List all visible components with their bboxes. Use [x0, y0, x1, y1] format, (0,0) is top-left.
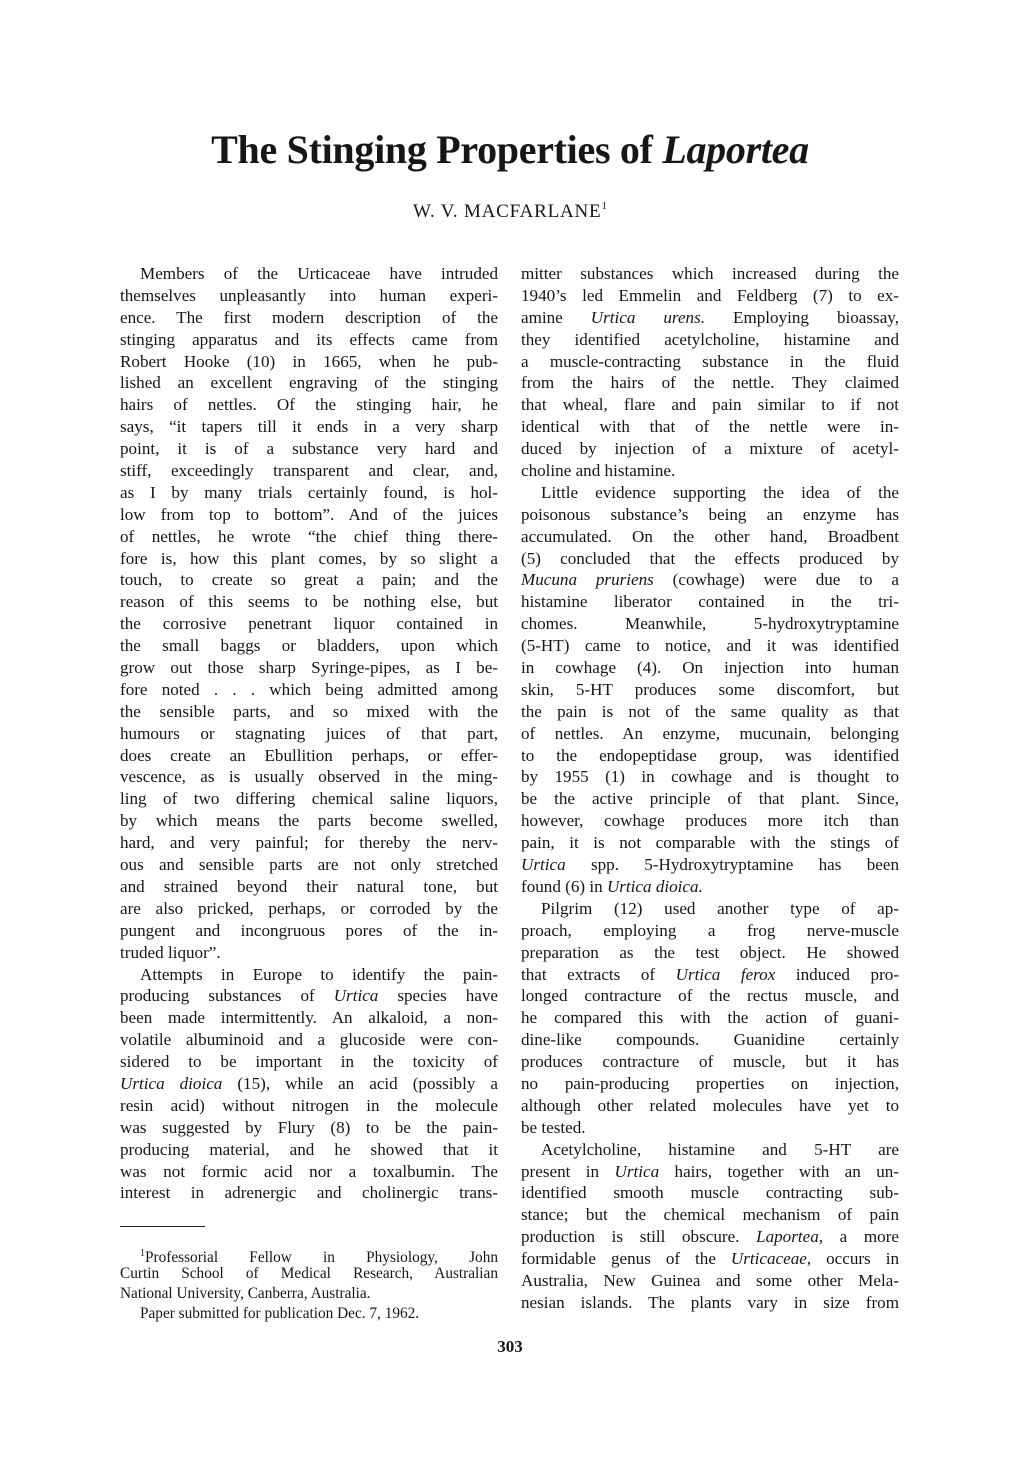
text-line [521, 307, 899, 329]
text-line [120, 745, 498, 767]
text-run: Little evidence supporting the idea of the [541, 482, 899, 502]
text-line [521, 1248, 899, 1270]
text-run: dine-like compounds. Guanidine certainly [521, 1030, 899, 1050]
text-line [521, 548, 899, 570]
text-line [120, 307, 498, 329]
text-line [120, 964, 498, 986]
text-line [521, 854, 899, 876]
text-run: to the endopeptidase group, was identified [521, 745, 899, 765]
text-line [120, 1161, 498, 1183]
text-line [521, 372, 899, 394]
text-run: are also pricked, perhaps, or corroded by the [120, 898, 498, 918]
text-line [120, 701, 498, 723]
text-run: pungent and incongruous pores of the in- [120, 920, 498, 940]
title-genus: Laportea [662, 127, 809, 172]
text-run: skin, 5-HT produces some discomfort, but [521, 679, 899, 699]
text-run: by 1955 (1) in cowhage and is thought to [521, 767, 899, 787]
text-run: he compared this with the action of guani- [521, 1008, 899, 1028]
text-run: producing material, and he showed that it [120, 1139, 498, 1159]
italic-term: Urtica [614, 1161, 660, 1181]
text-line [521, 788, 899, 810]
text-run: hard, and very painful; for thereby the nerv- [120, 833, 498, 853]
text-line [521, 482, 899, 504]
text-run: nesian islands. The plants vary in size from [521, 1292, 899, 1312]
text-run: occurs in [811, 1249, 899, 1269]
text-run: from the hairs of the nettle. They claimed [521, 373, 899, 393]
text-line [521, 876, 899, 898]
text-run: by which means the parts become swelled, [120, 811, 498, 831]
text-line [521, 438, 899, 460]
text-line [521, 635, 899, 657]
footnote-mark: 1 [140, 1248, 145, 1259]
text-run: low from top to bottom”. And of the juices [120, 504, 498, 524]
text-run: lished an excellent engraving of the stinging [120, 373, 498, 393]
text-run: resin acid) without nitrogen in the molecule [120, 1095, 498, 1115]
text-run: they identified acetylcholine, histamine and [521, 329, 899, 349]
text-line [120, 766, 498, 788]
text-line [120, 591, 498, 613]
text-line [521, 1051, 899, 1073]
text-run: mitter substances which increased during the [521, 264, 899, 283]
text-run: no pain-producing properties on injection, [521, 1073, 899, 1093]
text-run: (15), while an acid (possibly a [222, 1073, 498, 1093]
text-line [120, 372, 498, 394]
text-run: stance; but the chemical mechanism of pain [521, 1205, 899, 1225]
text-line [120, 898, 498, 920]
text-run: spp. 5-Hydroxytryptamine has been [565, 855, 899, 875]
text-run: choline and histamine. [521, 461, 676, 481]
text-run: identified smooth muscle contracting sub- [521, 1183, 899, 1203]
text-line [120, 942, 498, 964]
text-run: pain, it is not comparable with the stings of [521, 833, 899, 853]
text-line [521, 920, 899, 942]
text-run: does create an Ebullition perhaps, or effer- [120, 745, 498, 765]
text-run: formidable genus of the [521, 1249, 731, 1269]
text-line [521, 526, 899, 548]
footnote-rule [120, 1226, 205, 1227]
text-run: touch, to create so great a pain; and the [120, 570, 498, 590]
text-line [521, 1292, 899, 1314]
text-run: ous and sensible parts are not only stretched [120, 855, 498, 875]
text-run: produces contracture of muscle, but it has [521, 1052, 899, 1072]
text-line [120, 832, 498, 854]
text-run: volatile albuminoid and a glucoside were con- [120, 1030, 498, 1050]
text-line [521, 1095, 899, 1117]
text-run: amine [521, 307, 591, 327]
text-run: ling of two differing chemical saline liquors, [120, 789, 498, 809]
text-run: found (6) in [521, 876, 607, 896]
text-run: that wheal, flare and pain similar to if not [521, 395, 899, 415]
footnote-line: Curtin School of Medical Research, Australian [120, 1264, 498, 1282]
text-line [521, 329, 899, 351]
text-run: stinging apparatus and its effects came from [120, 329, 498, 349]
text-line [120, 394, 498, 416]
text-run: (5) concluded that the effects produced by [521, 548, 899, 568]
text-run: proach, employing a frog nerve-muscle [521, 920, 899, 940]
text-run: the sensible parts, and so mixed with the [120, 701, 498, 721]
text-run: of nettles, he wrote “the chief thing there- [120, 526, 498, 546]
text-run: humours or stagnating juices of that part, [120, 723, 498, 743]
text-line [120, 1139, 498, 1161]
italic-term: Laportea, [756, 1227, 824, 1247]
text-run: Employing bioassay, [705, 307, 899, 327]
left-column [120, 263, 498, 1204]
text-line [120, 985, 498, 1007]
text-run: and strained beyond their natural tone, but [120, 876, 498, 896]
text-run: that extracts of [521, 964, 676, 984]
text-line [120, 329, 498, 351]
paper-title [0, 126, 1020, 173]
italic-term: Urtica urens. [590, 307, 706, 327]
right-column [521, 263, 899, 1314]
footnote-text: Professorial Fellow in Physiology, John [145, 1249, 498, 1266]
text-line [120, 416, 498, 438]
text-run: Attempts in Europe to identify the pain- [140, 964, 498, 984]
footnote-line: National University, Canberra, Australia. [120, 1284, 371, 1302]
text-line [521, 985, 899, 1007]
text-line [120, 723, 498, 745]
text-line [521, 832, 899, 854]
text-line [521, 1204, 899, 1226]
text-run: 1940’s led Emmelin and Feldberg (7) to ex- [521, 285, 899, 305]
text-line [521, 1161, 899, 1183]
text-run: Acetylcholine, histamine and 5-HT are [541, 1139, 899, 1159]
text-line [521, 394, 899, 416]
author-byline [0, 200, 1020, 223]
text-run: truded liquor”. [120, 942, 221, 962]
text-line [521, 1029, 899, 1051]
text-run: sidered to be important in the toxicity of [120, 1052, 498, 1072]
text-run: a more [823, 1227, 899, 1247]
text-line [120, 263, 498, 285]
text-run: the small baggs or bladders, upon which [120, 636, 498, 656]
text-line [120, 657, 498, 679]
text-run: hairs, together with an un- [659, 1161, 899, 1181]
text-line [521, 745, 899, 767]
text-run: Robert Hooke (10) in 1665, when he pub- [120, 351, 498, 371]
text-line [521, 723, 899, 745]
text-run: production is still obscure. [521, 1227, 757, 1247]
text-run: chomes. Meanwhile, 5-hydroxytryptamine [521, 614, 899, 634]
text-run: of nettles. An enzyme, mucunain, belonging [521, 723, 899, 743]
text-run: grow out those sharp Syringe-pipes, as I be- [120, 658, 498, 678]
text-run: longed contracture of the rectus muscle, and [521, 986, 899, 1006]
text-line [521, 351, 899, 373]
text-line [521, 1226, 899, 1248]
text-line [521, 591, 899, 613]
text-run: the pain is not of the same quality as that [521, 701, 899, 721]
italic-term: Urtica ferox [675, 964, 776, 984]
text-run: interest in adrenergic and cholinergic trans- [120, 1183, 498, 1203]
text-line [521, 657, 899, 679]
text-run: although other related molecules have yet to [521, 1095, 899, 1115]
text-line [120, 1007, 498, 1029]
text-line [120, 679, 498, 701]
text-line [120, 569, 498, 591]
author-footnote-mark: 1 [601, 200, 607, 212]
text-run: reason of this seems to be nothing else, but [120, 592, 498, 612]
text-line [521, 1073, 899, 1095]
text-line [120, 876, 498, 898]
text-line [120, 460, 498, 482]
text-line [521, 942, 899, 964]
text-run: says, “it tapers till it ends in a very sharp [120, 417, 498, 437]
text-line [521, 416, 899, 438]
text-line [120, 854, 498, 876]
text-line [120, 1095, 498, 1117]
footnote-line [120, 1244, 498, 1264]
text-run: induced pro- [775, 964, 900, 984]
text-line [521, 1139, 899, 1161]
text-line [120, 635, 498, 657]
footnote-block [120, 1226, 498, 1324]
text-run: vescence, as is usually observed in the ming- [120, 767, 498, 787]
text-line [521, 613, 899, 635]
text-run: species have [378, 986, 498, 1006]
text-run: been made intermittently. An alkaloid, a non- [120, 1008, 498, 1028]
italic-term: Urtica [333, 986, 379, 1006]
italic-term: Urtica dioica. [606, 876, 703, 896]
text-line [120, 1051, 498, 1073]
text-run: however, cowhage produces more itch than [521, 811, 899, 831]
text-run: present in [521, 1161, 615, 1181]
text-line [120, 482, 498, 504]
text-line [521, 898, 899, 920]
text-line [521, 1270, 899, 1292]
text-line [120, 526, 498, 548]
text-run: ence. The first modern description of the [120, 307, 498, 327]
text-run: was not formic acid nor a toxalbumin. The [120, 1161, 498, 1181]
text-line [120, 1182, 498, 1204]
text-line [120, 788, 498, 810]
text-run: identical with that of the nettle were in- [521, 417, 899, 437]
title-text: The Stinging Properties of [211, 127, 653, 172]
text-line [120, 438, 498, 460]
text-line [120, 548, 498, 570]
text-line [521, 1182, 899, 1204]
text-run: be the active principle of that plant. Since, [521, 789, 899, 809]
text-line [120, 1029, 498, 1051]
text-run: poisonous substance’s being an enzyme has [521, 504, 899, 524]
text-line [120, 613, 498, 635]
text-run: a muscle-contracting substance in the fluid [521, 351, 899, 371]
text-run: (cowhage) were due to a [653, 570, 899, 590]
text-line [521, 285, 899, 307]
text-run: producing substances of [120, 986, 334, 1006]
italic-term: Urtica [521, 855, 566, 875]
text-run: as I by many trials certainly found, is hol- [120, 482, 498, 502]
italic-term: Urticaceae, [730, 1249, 812, 1269]
italic-term: Urtica dioica [120, 1073, 223, 1093]
text-run: accumulated. On the other hand, Broadbent [521, 526, 899, 546]
text-run: duced by injection of a mixture of acetyl- [521, 439, 899, 459]
text-line [120, 810, 498, 832]
text-run: Members of the Urticaceae have intruded [140, 264, 498, 283]
author-name: W. V. MACFARLANE [413, 201, 602, 222]
text-run: fore noted . . . which being admitted among [120, 679, 498, 699]
text-run: fore is, how this plant comes, by so slight a [120, 548, 498, 568]
text-line [521, 964, 899, 986]
text-run: Pilgrim (12) used another type of ap- [541, 898, 899, 918]
text-run: point, it is of a substance very hard and [120, 439, 498, 459]
text-run: Australia, New Guinea and some other Mela- [521, 1270, 899, 1290]
text-line [120, 1117, 498, 1139]
text-line [521, 1117, 899, 1139]
text-line [120, 1073, 498, 1095]
text-run: stiff, exceedingly transparent and clear, and, [120, 461, 498, 481]
text-line [521, 504, 899, 526]
text-line [120, 504, 498, 526]
text-run: preparation as the test object. He showed [521, 942, 899, 962]
text-line [120, 920, 498, 942]
text-line [521, 1007, 899, 1029]
text-run: histamine liberator contained in the tri- [521, 592, 899, 612]
text-run: in cowhage (4). On injection into human [521, 658, 899, 678]
text-run: be tested. [521, 1117, 586, 1137]
text-line [521, 810, 899, 832]
text-line [521, 263, 899, 285]
text-line [120, 351, 498, 373]
text-line [521, 701, 899, 723]
text-line [521, 460, 899, 482]
text-run: (5-HT) came to notice, and it was identified [521, 636, 899, 656]
text-line [521, 569, 899, 591]
text-run: the corrosive penetrant liquor contained in [120, 614, 498, 634]
italic-term: Mucuna pruriens [521, 570, 654, 590]
submission-note: Paper submitted for publication Dec. 7, 1962. [140, 1304, 420, 1322]
text-run: themselves unpleasantly into human experi- [120, 285, 498, 305]
text-line [521, 679, 899, 701]
page-number: 303 [497, 1337, 523, 1356]
text-line [120, 285, 498, 307]
text-run: was suggested by Flury (8) to be the pain- [120, 1117, 498, 1137]
text-run: hairs of nettles. Of the stinging hair, he [120, 395, 498, 415]
text-line [521, 766, 899, 788]
